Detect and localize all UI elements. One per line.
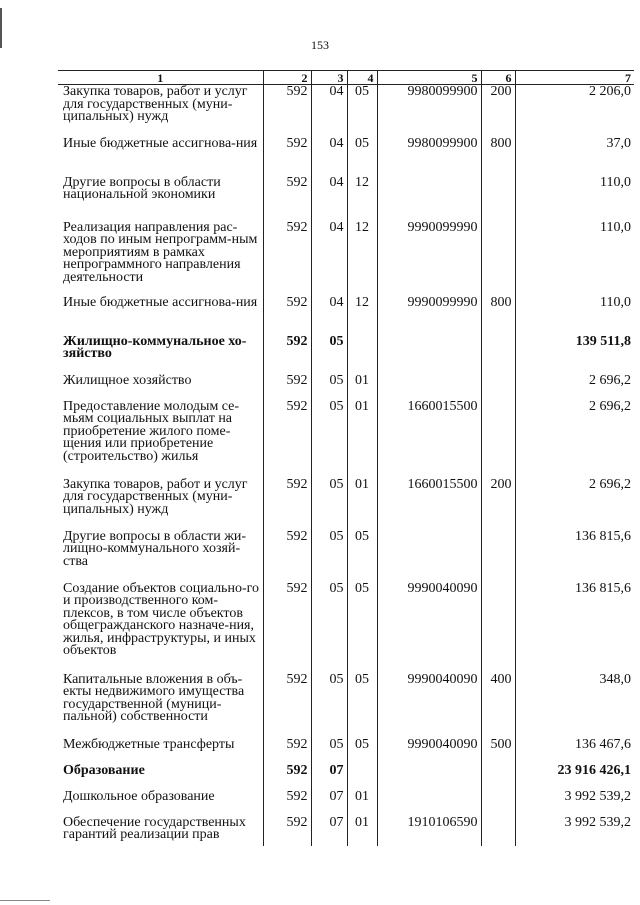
- table-row: [58, 374, 634, 400]
- row-admin-code: 592: [263, 816, 311, 846]
- row-amount: 2 696,2: [515, 374, 634, 400]
- row-expense-type: 800: [481, 137, 515, 176]
- row-expense-type: [481, 176, 515, 221]
- row-subsection: [347, 335, 377, 374]
- row-subsection: 12: [347, 221, 377, 296]
- row-expense-type: [481, 374, 515, 400]
- row-section: 04: [311, 85, 347, 137]
- row-subsection: 01: [347, 400, 377, 478]
- row-name: Капитальные вложения в объ-екты недвижимого имущества государственной (муници-пальной) собственности: [63, 671, 245, 724]
- row-target-code: 9990099990: [377, 221, 481, 296]
- row-admin-code: 592: [263, 400, 311, 478]
- row-admin-code: 592: [263, 296, 311, 335]
- row-section: 05: [311, 400, 347, 478]
- row-amount: 136 815,6: [515, 582, 634, 673]
- row-amount: 110,0: [515, 176, 634, 221]
- row-amount: 110,0: [515, 296, 634, 335]
- row-section: 05: [311, 673, 347, 738]
- row-admin-code: 592: [263, 478, 311, 530]
- page-number: 153: [311, 38, 329, 52]
- table-row: [58, 296, 634, 335]
- table-row: [58, 816, 634, 846]
- row-name: Закупка товаров, работ и услуг для государственных (муни-ципальных) нужд: [63, 84, 248, 124]
- row-section: 04: [311, 176, 347, 221]
- row-name: Обеспечение государственных гарантий реализации прав: [63, 814, 246, 842]
- row-name: Дошкольное образование: [63, 788, 215, 804]
- row-admin-code: 592: [263, 221, 311, 296]
- column-header: 2: [263, 71, 311, 85]
- row-target-code: [377, 176, 481, 221]
- row-amount: 110,0: [515, 221, 634, 296]
- row-subsection: 01: [347, 790, 377, 816]
- row-expense-type: [481, 400, 515, 478]
- page-edge-mark: [0, 900, 50, 901]
- row-section: 05: [311, 478, 347, 530]
- row-target-code: 1660015500: [377, 400, 481, 478]
- row-name: Иные бюджетные ассигнова-ния: [63, 135, 258, 151]
- row-subsection: 12: [347, 296, 377, 335]
- row-target-code: 1660015500: [377, 478, 481, 530]
- column-header: 4: [347, 71, 377, 85]
- row-expense-type: [481, 816, 515, 846]
- table-row: [58, 478, 634, 530]
- row-subsection: 01: [347, 816, 377, 846]
- row-expense-type: 200: [481, 85, 515, 137]
- row-subsection: 01: [347, 478, 377, 530]
- row-subsection: 05: [347, 85, 377, 137]
- row-subsection: 05: [347, 530, 377, 582]
- row-admin-code: 592: [263, 374, 311, 400]
- column-header: 6: [481, 71, 515, 85]
- column-header: 7: [515, 71, 634, 85]
- table-row: [58, 400, 634, 478]
- row-section: 07: [311, 790, 347, 816]
- row-admin-code: 592: [263, 738, 311, 764]
- row-amount: 2 206,0: [515, 85, 634, 137]
- row-section: 07: [311, 816, 347, 846]
- table-row: [58, 764, 634, 790]
- row-admin-code: 592: [263, 137, 311, 176]
- row-name: Иные бюджетные ассигнова-ния: [63, 294, 258, 310]
- row-expense-type: [481, 530, 515, 582]
- row-amount: 136 467,6: [515, 738, 634, 764]
- table-row: [58, 85, 634, 137]
- row-target-code: 9980099900: [377, 137, 481, 176]
- row-target-code: 9990040090: [377, 673, 481, 738]
- row-target-code: [377, 790, 481, 816]
- row-amount: 348,0: [515, 673, 634, 738]
- row-target-code: 1910106590: [377, 816, 481, 846]
- row-subsection: 05: [347, 582, 377, 673]
- row-amount: 2 696,2: [515, 400, 634, 478]
- row-admin-code: 592: [263, 335, 311, 374]
- row-target-code: 9990040090: [377, 738, 481, 764]
- row-section: 04: [311, 221, 347, 296]
- row-target-code: 9980099900: [377, 85, 481, 137]
- row-name: Предоставление молодым се-мьям социальных выплат на приобретение жилого поме-щения или приобретение (строительство) жилья: [63, 398, 240, 464]
- row-admin-code: 592: [263, 176, 311, 221]
- row-admin-code: 592: [263, 790, 311, 816]
- row-expense-type: [481, 764, 515, 790]
- row-amount: 139 511,8: [515, 335, 634, 374]
- row-subsection: 05: [347, 673, 377, 738]
- row-section: 04: [311, 137, 347, 176]
- table-row: [58, 137, 634, 176]
- row-name: Реализация направления рас-ходов по иным непрограмм-ным мероприятиям в рамках непрограммного направления деятельности: [63, 219, 258, 285]
- table-row: [58, 790, 634, 816]
- row-amount: 23 916 426,1: [515, 764, 634, 790]
- row-subsection: [347, 764, 377, 790]
- row-name: Образование: [63, 762, 145, 778]
- row-admin-code: 592: [263, 582, 311, 673]
- row-expense-type: [481, 790, 515, 816]
- row-target-code: 9990099990: [377, 296, 481, 335]
- table-row: [58, 335, 634, 374]
- row-admin-code: 592: [263, 85, 311, 137]
- row-name: Закупка товаров, работ и услуг для государственных (муни-ципальных) нужд: [63, 476, 248, 517]
- row-section: 05: [311, 335, 347, 374]
- row-amount: 37,0: [515, 137, 634, 176]
- row-admin-code: 592: [263, 530, 311, 582]
- row-amount: 2 696,2: [515, 478, 634, 530]
- row-section: 05: [311, 738, 347, 764]
- table-row: [58, 673, 634, 738]
- row-target-code: [377, 764, 481, 790]
- row-expense-type: 800: [481, 296, 515, 335]
- table-body: [58, 85, 634, 846]
- row-subsection: 01: [347, 374, 377, 400]
- table-row: [58, 221, 634, 296]
- column-header: 1: [58, 71, 263, 85]
- row-subsection: 05: [347, 738, 377, 764]
- row-section: 04: [311, 296, 347, 335]
- row-expense-type: 400: [481, 673, 515, 738]
- row-target-code: [377, 374, 481, 400]
- row-amount: 3 992 539,2: [515, 790, 634, 816]
- table-row: [58, 738, 634, 764]
- row-section: 05: [311, 530, 347, 582]
- row-name: Другие вопросы в области жи-лищно-коммунального хозяй-ства: [63, 528, 247, 569]
- column-header: 3: [311, 71, 347, 85]
- row-expense-type: 500: [481, 738, 515, 764]
- row-section: 05: [311, 374, 347, 400]
- row-name: Создание объектов социально-го и производственного ком-плексов, в том числе объектов общегражданского назначе-ния, жилья, инфраструктуры, и иных объектов: [63, 580, 259, 658]
- row-admin-code: 592: [263, 673, 311, 738]
- table-row: [58, 530, 634, 582]
- row-expense-type: [481, 335, 515, 374]
- column-header: 5: [377, 71, 481, 85]
- row-name: Жилищно-коммунальное хо-зяйство: [63, 333, 247, 361]
- row-subsection: 12: [347, 176, 377, 221]
- row-name: Жилищное хозяйство: [63, 372, 192, 388]
- budget-table: [58, 70, 634, 846]
- row-subsection: 05: [347, 137, 377, 176]
- table-row: [58, 176, 634, 221]
- row-name: Межбюджетные трансферты: [63, 736, 235, 752]
- row-admin-code: 592: [263, 764, 311, 790]
- row-expense-type: [481, 221, 515, 296]
- row-expense-type: 200: [481, 478, 515, 530]
- row-expense-type: [481, 582, 515, 673]
- row-amount: 3 992 539,2: [515, 816, 634, 846]
- row-target-code: 9990040090: [377, 582, 481, 673]
- row-amount: 136 815,6: [515, 530, 634, 582]
- table-row: [58, 582, 634, 673]
- row-target-code: [377, 335, 481, 374]
- row-section: 07: [311, 764, 347, 790]
- row-section: 05: [311, 582, 347, 673]
- row-target-code: [377, 530, 481, 582]
- table-header-row: [58, 71, 634, 85]
- row-name: Другие вопросы в области национальной экономики: [63, 174, 221, 202]
